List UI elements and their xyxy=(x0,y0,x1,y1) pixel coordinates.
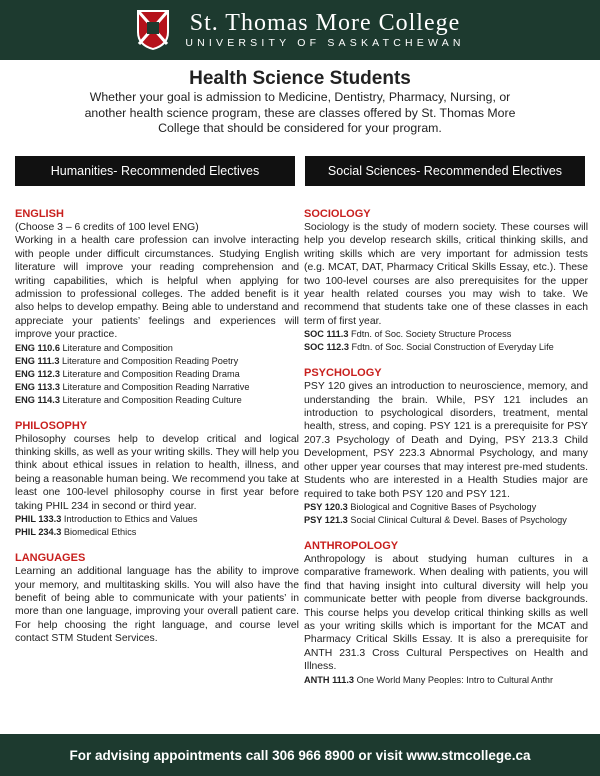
social-sciences-heading: Social Sciences- Recommended Electives xyxy=(305,156,585,186)
anthropology-section xyxy=(304,540,588,687)
course-code: PSY 120.3 xyxy=(304,501,348,512)
course-name: Fdtn. of Soc. Social Construction of Everyday Life xyxy=(351,342,554,353)
course-code: ENG 112.3 xyxy=(15,368,60,379)
course-item xyxy=(304,501,588,514)
course-name: Introduction to Ethics and Values xyxy=(63,514,198,525)
social-sciences-column xyxy=(304,208,588,700)
section-title: ENGLISH xyxy=(15,208,64,220)
humanities-heading: Humanities- Recommended Electives xyxy=(15,156,295,186)
section-title: ANTHROPOLOGY xyxy=(304,539,399,552)
section-body: Working in a health care profession can involve interacting with people under difficult circumstances. Studying English literature will improve your reading comprehension and writing capabilities, which is helpful when applying for admission to professional colleges. The added benefit is it also helps to develop empathy. Being able to understand and appreciate your patients’ feelings and experiences will improve your practice. xyxy=(15,235,299,341)
course-name: Fdtn. of Soc. Society Structure Process xyxy=(351,329,512,340)
languages-section xyxy=(15,552,299,645)
section-body: Anthropology is about studying human cultures in a comparative framework. When dealing with patients, you will find that having insight into cultural diversity will help you communicate better with people from diverse backgrounds. This course helps you develop critical thinking skills as well as your writing skills which is important for the MCAT and Pharmacy Critical Skills Essay. It is also a prerequisite for ANTH 231.3 Cross Cultural Perspectives on Health and Illness. xyxy=(304,553,588,673)
course-name: Literature and Composition Reading Poetry xyxy=(62,355,239,366)
section-title: LANGUAGES xyxy=(15,552,86,565)
advising-footer: For advising appointments call 306 966 8900 or visit www.stmcollege.ca xyxy=(0,734,600,776)
course-item xyxy=(15,526,299,539)
course-item xyxy=(304,514,588,527)
course-code: ENG 114.3 xyxy=(15,394,60,405)
course-name: Literature and Composition Reading Narrative xyxy=(62,381,250,392)
course-item xyxy=(15,368,299,381)
section-body: Sociology is the study of modern society. These courses will help you develop research skills, critical thinking skills, and writing skills which are very important for admission tests (e.g. MCAT, DAT, Pharmacy Critical Skills Essay, etc.). These two 100-level courses are also prerequisites for the upper year health related courses you may wish to take. We recommend that students take one of these classes in each term of first year. xyxy=(304,222,588,327)
course-item xyxy=(15,513,299,526)
course-name: Biological and Cognitive Bases of Psychology xyxy=(350,501,537,512)
course-name: One World Many Peoples: Intro to Cultural Anthr xyxy=(356,674,554,685)
section-body: Learning an additional language has the ability to improve your memory, and multitasking skills. You will also have the benefit of being able to communicate with your patients’ in more than one language, improving your overall patient care. For help choosing the right language, and course level contact STM Student Services. xyxy=(15,566,299,645)
course-name: Literature and Composition Reading Drama xyxy=(62,368,240,379)
course-item xyxy=(15,381,299,394)
course-code: PHIL 234.3 xyxy=(15,527,62,538)
intro-text: Whether your goal is admission to Medicine, Dentistry, Pharmacy, Nursing, or another health science program, these are classes offered by St. Thomas More College that should be considered for your program. xyxy=(84,90,516,135)
university-name: UNIVERSITY OF SASKATCHEWAN xyxy=(185,37,465,49)
section-title: PHILOSOPHY xyxy=(15,419,88,432)
course-item xyxy=(304,674,588,687)
course-name: Literature and Composition Reading Culture xyxy=(62,394,242,405)
course-code: ENG 111.3 xyxy=(15,355,60,366)
course-item xyxy=(15,342,299,355)
college-header xyxy=(0,0,600,60)
college-wordmark xyxy=(185,10,464,50)
philosophy-section xyxy=(15,420,299,539)
course-code: SOC 111.3 xyxy=(304,329,349,340)
sociology-section xyxy=(304,208,588,354)
course-code: PSY 121.3 xyxy=(304,514,348,525)
course-item xyxy=(304,341,588,354)
course-item xyxy=(15,355,299,368)
psychology-section xyxy=(304,367,588,527)
college-name: St. Thomas More College xyxy=(189,10,461,36)
course-code: SOC 112.3 xyxy=(304,342,349,353)
page-title: Health Science Students xyxy=(189,68,411,89)
course-name: Social Clinical Cultural & Devel. Bases of Psychology xyxy=(350,514,567,525)
course-item xyxy=(15,394,299,407)
humanities-column xyxy=(15,208,299,659)
course-code: ANTH 111.3 xyxy=(304,674,355,685)
course-code: ENG 110.6 xyxy=(15,342,60,353)
section-title: PSYCHOLOGY xyxy=(304,367,382,380)
section-body: Philosophy courses help to develop critical and logical thinking skills, as well as your writing skills. They will help you think about ethical issues in relation to health, illness, and being a reasonable human being. We recommend you take at least one 100-level philosophy course in first year before taking PHIL 234 in second or third year. xyxy=(15,433,299,512)
course-code: ENG 113.3 xyxy=(15,381,60,392)
college-crest-icon xyxy=(135,8,171,52)
course-code: PHIL 133.3 xyxy=(15,514,62,525)
course-name: Literature and Composition xyxy=(62,342,173,353)
course-item xyxy=(304,328,588,341)
section-note: (Choose 3 – 6 credits of 100 level ENG) xyxy=(15,222,199,233)
course-name: Biomedical Ethics xyxy=(63,527,137,538)
english-section xyxy=(15,208,299,407)
section-body: PSY 120 gives an introduction to neuroscience, memory, and understanding the brain. While, PSY 121 includes an introduction to psychological disorders, treatment, mental health, stress, and coping. PSY 121 is a prerequisite for PSY 207.3 Psychology of Death and Dying, PSY 213.3 Child Development, PSY 223.3 Abnormal Psychology, and many other upper year courses that may interest pre-med students. Students who are interested in a Health Studies major are required to take both PSY 120 and PSY 121. xyxy=(304,381,588,500)
section-title: SOCIOLOGY xyxy=(304,208,371,220)
